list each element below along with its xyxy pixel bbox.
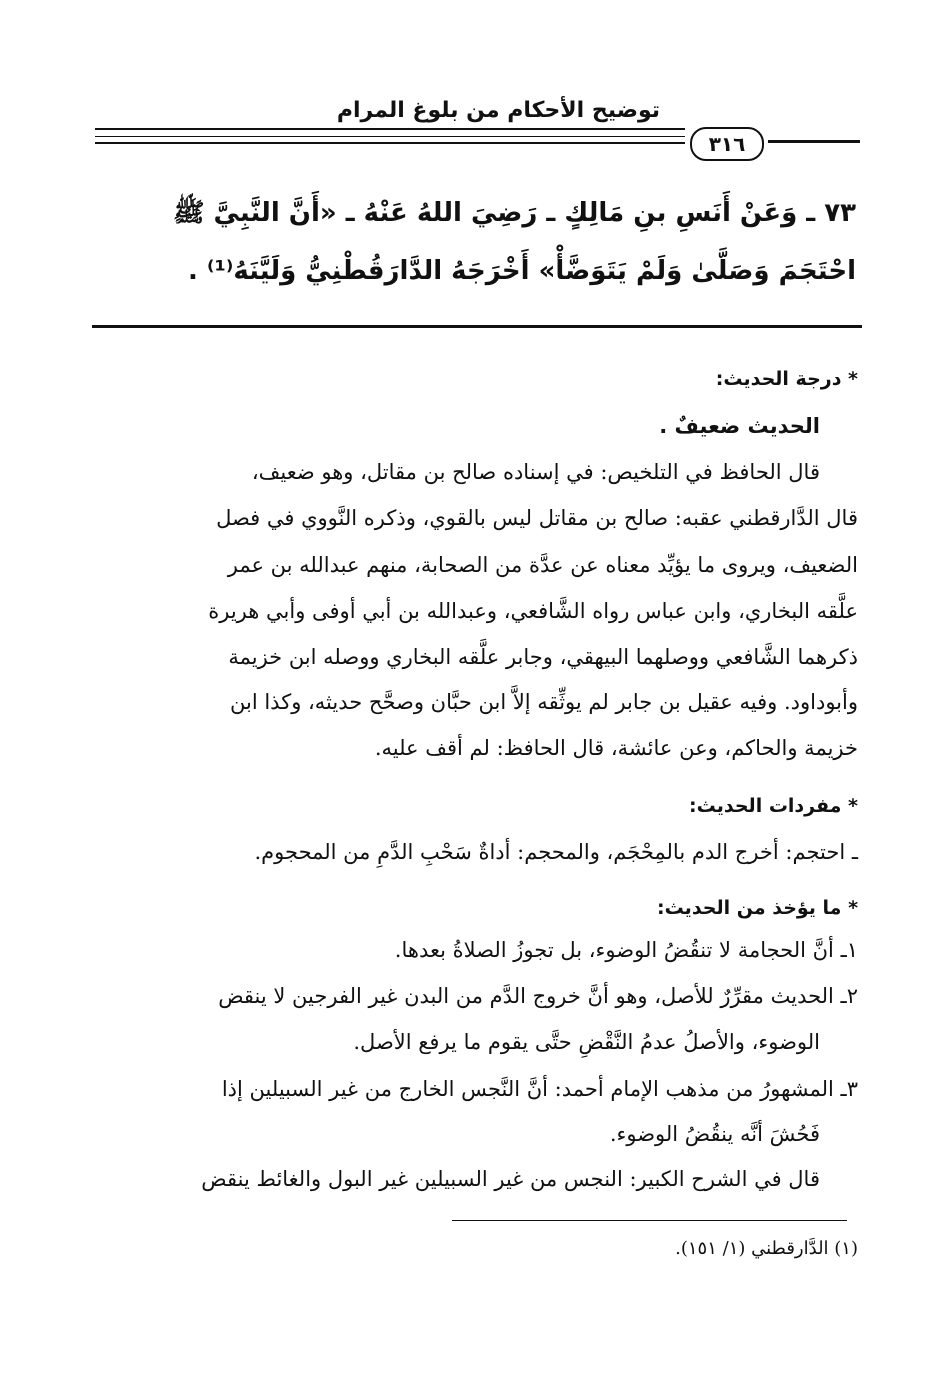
hadith-line-2: احْتَجَمَ وَصَلَّىٰ وَلَمْ يَتَوَضَّأْ» أَخْرَجَهُ الدَّارَقُطْنِيُّ وَلَيَّنَهُ⁽¹⁾ . — [188, 256, 856, 286]
hadith-line-1: ٧٣ ـ وَعَنْ أَنَسِ بنِ مَالِكٍ ـ رَضِيَ اللهُ عَنْهُ ـ «أَنَّ النَّبِيَّ ﷺ — [173, 198, 856, 228]
degree-line-7: خزيمة والحاكم، وعن عائشة، قال الحافظ: لم أقف عليه. — [374, 736, 858, 760]
lesson-item-3: ٣ـ المشهورُ من مذهب الإمام أحمد: أنَّ النَّجس الخارج من غير السبيلين إذا — [221, 1077, 858, 1101]
degree-line-2: قال الدَّارقطني عقبه: صالح بن مقاتل ليس بالقوي، وذكره النَّووي في فصل — [216, 506, 858, 530]
running-title: توضيح الأحكام من بلوغ المرام — [336, 98, 660, 123]
footnote: (١) الدَّارقطني (١/ ١٥١). — [675, 1238, 858, 1259]
lesson-item-2: ٢ـ الحديث مقرِّرٌ للأصل، وهو أنَّ خروج الدَّم من البدن غير الفرجين لا ينقض — [218, 984, 858, 1008]
footnote-rule — [452, 1220, 847, 1221]
header-rule-left-bottom — [95, 142, 685, 144]
vocabulary-heading: * مفردات الحديث: — [689, 795, 858, 817]
header-rule-left-top — [95, 128, 685, 130]
lesson-item-3-cont: فَحُشَ أنَّه ينقُضُ الوضوء. — [609, 1122, 820, 1146]
degree-line-3: الضعيف، ويروى ما يؤيِّد معناه عن عدَّة من الصحابة، منهم عبدالله بن عمر — [227, 553, 858, 577]
lesson-item-2-cont: الوضوء، والأصلُ عدمُ النَّقْضِ حتَّى يقوم ما يرفع الأصل. — [353, 1030, 820, 1054]
lesson-quote: قال في الشرح الكبير: النجس من غير السبيلين غير البول والغائط ينقض — [201, 1167, 820, 1191]
lessons-heading: * ما يؤخذ من الحديث: — [656, 897, 858, 919]
degree-heading: * درجة الحديث: — [715, 368, 858, 390]
vocabulary-line: ـ احتجم: أخرج الدم بالمِحْجَم، والمحجم: أداةٌ سَحْبِ الدَّمِ من المحجوم. — [254, 840, 858, 864]
page-number: ٣١٦ — [690, 127, 764, 161]
lesson-item-1: ١ـ أنَّ الحجامة لا تنقُضُ الوضوء، بل تجوزُ الصلاةُ بعدها. — [394, 938, 858, 962]
degree-line-1: قال الحافظ في التلخيص: في إسناده صالح بن مقاتل، وهو ضعيف، — [251, 460, 820, 484]
degree-line-6: وأبوداود. وفيه عقيل بن جابر لم يوثِّقه إلاَّ ابن حبَّان وصحَّح حديثه، وكذا ابن — [230, 690, 858, 714]
degree-line-5: ذكرهما الشَّافعي ووصلهما البيهقي، وجابر علَّقه البخاري ووصله ابن خزيمة — [228, 645, 858, 669]
hadith-divider — [92, 325, 862, 328]
degree-verdict: الحديث ضعيفٌ . — [659, 414, 820, 438]
degree-line-4: علَّقه البخاري، وابن عباس رواه الشَّافعي، وعبدالله بن أبي أوفى وأبي هريرة — [208, 599, 858, 623]
header-rule-left-mid — [95, 136, 685, 137]
header-rule-right — [768, 140, 860, 143]
